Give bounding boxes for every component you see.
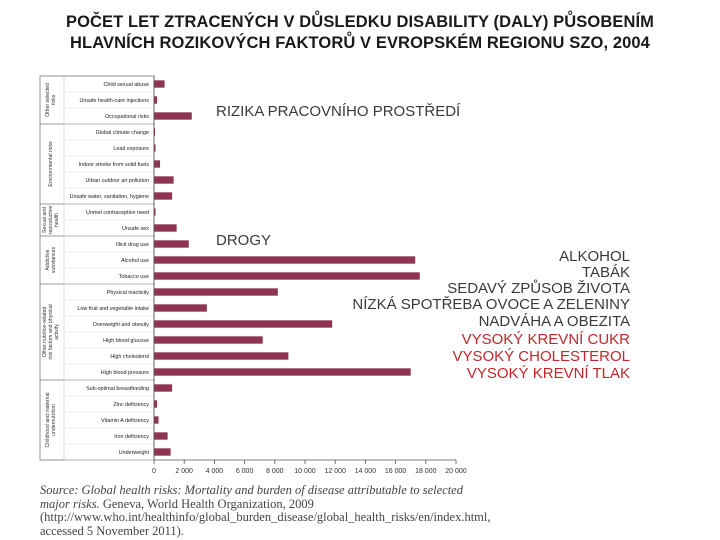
x-tick-label: 18 000	[415, 468, 437, 475]
category-label: Alcohol use	[121, 258, 149, 264]
category-label: Global climate change	[95, 130, 149, 136]
category-label: Illicit drug use	[116, 242, 149, 248]
bar	[154, 336, 263, 343]
group-label: Other nutrition-relatedrisk factors and physicalactivity	[42, 304, 60, 360]
annotation-low-fruit-veg: NÍZKÁ SPOTŘEBA OVOCE A ZELENINY	[352, 296, 630, 313]
bar	[154, 352, 288, 359]
group-label: Environmental risks	[48, 141, 54, 187]
category-label: Zinc deficiency	[113, 402, 149, 408]
category-label: Underweight	[118, 450, 149, 456]
x-tick-label: 6 000	[235, 468, 254, 475]
bar	[154, 224, 177, 231]
bar	[154, 288, 278, 295]
annotation-drugs: DROGY	[216, 232, 272, 249]
title-line-2: HLAVNÍCH ROZIKOVÝCH FAKTORŮ V EVROPSKÉM REGIONU SZO, 2004	[70, 34, 650, 52]
annotation-tobacco: TABÁK	[581, 264, 630, 281]
category-label: Unsafe water, sanitation, hygiene	[69, 194, 149, 200]
category-label: High blood glucose	[103, 338, 149, 344]
category-label: High cholesterol	[110, 354, 149, 360]
x-tick-label: 0	[152, 468, 156, 475]
bar	[154, 368, 411, 375]
source-lead: Source:	[40, 483, 82, 497]
bar	[154, 320, 332, 327]
category-label: Unsafe sex	[122, 226, 149, 232]
category-label: Lead exposure	[113, 146, 149, 152]
annotation-cholesterol: VYSOKÝ CHOLESTEROL	[452, 348, 630, 365]
bar	[154, 432, 168, 439]
bar	[154, 384, 172, 391]
source-citation	[40, 483, 491, 538]
bar	[154, 96, 157, 103]
annotation-occupational: RIZIKA PRACOVNÍHO PROSTŘEDÍ	[216, 103, 461, 120]
x-tick-label: 20 000	[445, 468, 467, 475]
x-tick-label: 10 000	[294, 468, 316, 475]
category-label: Low fruit and vegetable intake	[77, 306, 149, 312]
bar	[154, 80, 165, 87]
x-tick-label: 4 000	[205, 468, 224, 475]
x-tick-label: 12 000	[324, 468, 346, 475]
annotation-overweight: NADVÁHA A OBEZITA	[478, 313, 630, 330]
group-label: Sexual andreproductivehealth	[42, 205, 60, 235]
x-tick-label: 8 000	[266, 468, 284, 475]
title-line-1: POČET LET ZTRACENÝCH V DŮSLEDKU DISABILITY (DALY) PŮSOBENÍM	[65, 13, 655, 31]
bar	[154, 416, 159, 423]
category-label: Physical inactivity	[106, 290, 149, 296]
category-label: Tobacco use	[118, 274, 149, 280]
bar	[154, 160, 160, 167]
category-label: Unmet contraceptive need	[86, 210, 149, 216]
bar	[154, 240, 189, 247]
x-tick-label: 2 000	[175, 468, 193, 475]
category-label: Sub-optimal breastfeeding	[86, 386, 149, 392]
category-label: Child sexual abuse	[103, 82, 149, 88]
category-label: Urban outdoor air pollution	[85, 178, 149, 184]
category-label: Occupational risks	[104, 114, 149, 120]
bar	[154, 400, 157, 407]
bar	[154, 272, 420, 279]
annotation-blood-glucose: VYSOKÝ KREVNÍ CUKR	[461, 331, 630, 348]
source-title: Global health risks: Mortality and burden of disease attributable to selected major risks.	[40, 483, 463, 511]
annotation-blood-pressure: VYSOKÝ KREVNÍ TLAK	[466, 365, 630, 382]
category-label: Unsafe health-care injections	[79, 98, 149, 104]
category-label: High blood pressure	[100, 370, 149, 376]
bar	[154, 112, 192, 119]
bar	[154, 176, 174, 183]
group-label: Addictivesubstances	[45, 246, 57, 274]
x-tick-label: 16 000	[384, 468, 407, 475]
annotation-physical-inactivity: SEDAVÝ ZPŮSOB ŽIVOTA	[447, 280, 630, 297]
bar	[154, 448, 171, 455]
group-label: Other selectedrisks	[45, 83, 57, 117]
bar	[154, 304, 207, 311]
annotation-alcohol: ALKOHOL	[559, 248, 630, 265]
source-details: Geneva, World Health Organization, 2009 (http://www.who.int/healthinfo/global_burden_disease/global_health_risks/en/index.html, accessed 5 November 2011).	[40, 496, 491, 538]
bar	[154, 192, 172, 199]
x-tick-label: 14 000	[354, 468, 377, 475]
category-label: Overweight and obesity	[92, 322, 149, 328]
category-label: Indoor smoke from solid fuels	[78, 162, 149, 168]
group-label: Childhood and maternalundernutrition	[45, 392, 57, 448]
bar	[154, 256, 415, 263]
category-label: Iron deficiency	[114, 434, 149, 440]
category-label: Vitamin A deficiency	[101, 418, 149, 424]
